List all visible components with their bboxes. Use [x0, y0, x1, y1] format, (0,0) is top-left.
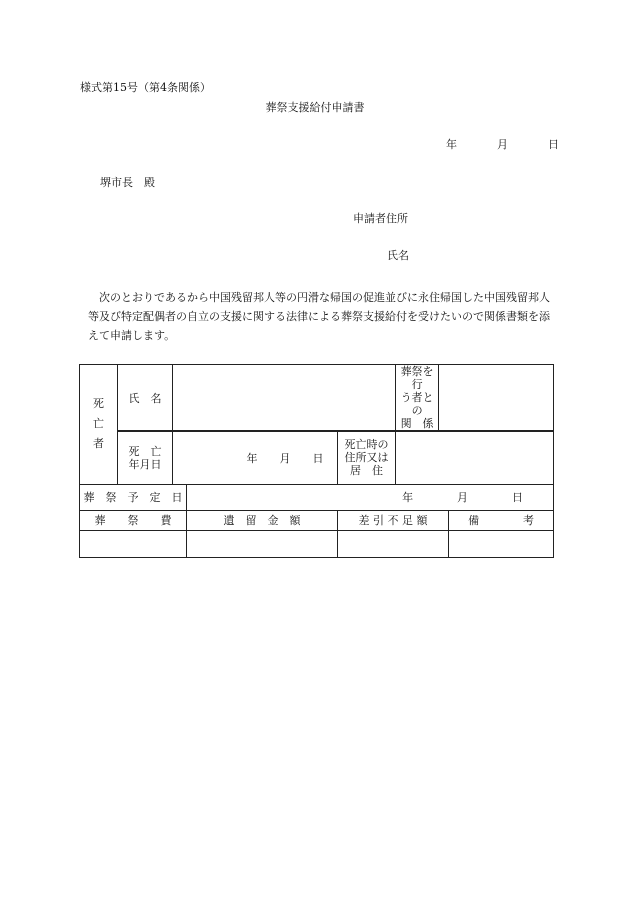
col-remarks: 備 考	[449, 510, 554, 530]
shortfall-field[interactable]	[338, 530, 449, 557]
date-line	[446, 139, 559, 150]
funeral-date-label: 葬 祭 予 定 日	[80, 484, 187, 510]
name-field[interactable]	[173, 365, 396, 432]
document-title: 葬祭支援給付申請書	[265, 101, 365, 114]
date-month: 月	[497, 138, 508, 151]
application-statement: 次のとおりであるから中国残留邦人等の円滑な帰国の促進並びに永住帰国した中国残留邦人等及び特定配偶者の自立の支援に関する法律による葬祭支援給付を受けたいので関係書類を添えて申請します。	[88, 291, 550, 342]
remaining-money-field[interactable]	[187, 530, 338, 557]
name-label: 氏 名	[118, 365, 173, 432]
residence-label: 死亡時の 住所又は 居 住	[338, 431, 396, 484]
deceased-label: 死 亡 者	[80, 365, 118, 485]
funeral-cost-field[interactable]	[80, 530, 187, 557]
death-date-field[interactable]: 年 月 日	[173, 431, 338, 484]
applicant-address-label: 申請者住所	[353, 212, 408, 225]
funeral-date-field[interactable]: 年 月 日	[187, 484, 554, 510]
residence-field[interactable]	[396, 431, 554, 484]
applicant-name-label: 氏名	[387, 249, 409, 262]
death-date-label: 死 亡 年月日	[118, 431, 173, 484]
relation-label: 葬祭を行 う者との 関 係	[396, 365, 439, 432]
remarks-field[interactable]	[449, 530, 554, 557]
col-funeral-cost: 葬 祭 費	[80, 510, 187, 530]
form-number: 様式第15号（第4条関係）	[80, 81, 211, 94]
application-table	[79, 364, 554, 558]
col-remaining-money: 遺 留 金 額	[187, 510, 338, 530]
addressee: 堺市長 殿	[100, 176, 155, 189]
date-year: 年	[446, 138, 457, 151]
col-shortfall: 差 引 不 足 額	[338, 510, 449, 530]
date-day: 日	[548, 138, 559, 151]
relation-field[interactable]	[439, 365, 554, 432]
